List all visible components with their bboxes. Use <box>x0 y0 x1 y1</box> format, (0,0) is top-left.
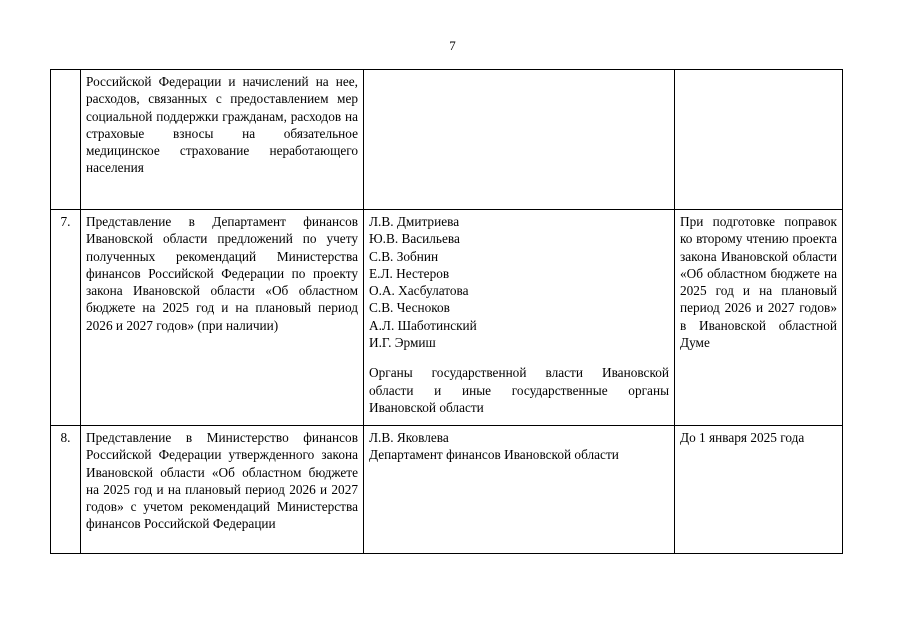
responsible-cell <box>364 426 675 554</box>
responsible-person: Е.Л. Нестеров <box>369 265 450 281</box>
table-row <box>51 426 843 554</box>
responsible-cell <box>364 210 675 426</box>
spacer <box>369 351 669 364</box>
responsible-person: Л.В. Дмитриева <box>369 214 460 229</box>
action-cell: Представление в Департамент финансов Ивановской области предложений по учету полученных рекомендаций Министерства финансов Российской Федерации по проекту закона Ивановской области «Об областном бюджете на 2025 год и на плановый период 2026 и 2027 годов» (при наличии) <box>81 210 364 426</box>
responsible-person: А.Л. Шаботинский <box>369 317 477 333</box>
responsible-person: С.В. Чесноков <box>369 300 450 316</box>
responsible-person: Ю.В. Васильева <box>369 231 460 247</box>
deadline-cell: При подготовке поправок ко второму чтению проекта закона Ивановской области «Об областном бюджете на 2025 год и на плановый период 2026 и 2027 годов» в Ивановской областной Думе <box>675 210 843 426</box>
table-row <box>51 70 843 210</box>
responsible-person: Л.В. Яковлева <box>369 430 449 445</box>
page-number: 7 <box>449 38 456 53</box>
row-number <box>51 70 81 210</box>
responsible-person: С.В. Зобнин <box>369 248 439 264</box>
responsible-organization: Департамент финансов Ивановской области <box>369 447 619 463</box>
deadline-cell <box>675 70 843 210</box>
responsible-organizations: Органы государственной власти Ивановской области и иные государственные органы Ивановской области <box>369 365 669 415</box>
row-number: 7. <box>51 210 81 426</box>
table-row <box>51 210 843 426</box>
row-number: 8. <box>51 426 81 554</box>
deadline-cell: До 1 января 2025 года <box>675 426 843 554</box>
action-cell: Российской Федерации и начислений на нее, расходов, связанных с предоставлением мер социальной поддержки гражданам, расходов на страховые взносы на обязательное медицинское страхование неработающего населения <box>81 70 364 210</box>
responsible-cell <box>364 70 675 210</box>
action-cell: Представление в Министерство финансов Российской Федерации утвержденного закона Ивановской области «Об областном бюджете на 2025 год и на плановый период 2026 и 2027 годов» с учетом рекомендаций Министерства финансов Российской Федерации <box>81 426 364 554</box>
responsible-person: И.Г. Эрмиш <box>369 335 436 351</box>
plan-table <box>50 69 843 554</box>
responsible-person: О.А. Хасбулатова <box>369 283 469 299</box>
